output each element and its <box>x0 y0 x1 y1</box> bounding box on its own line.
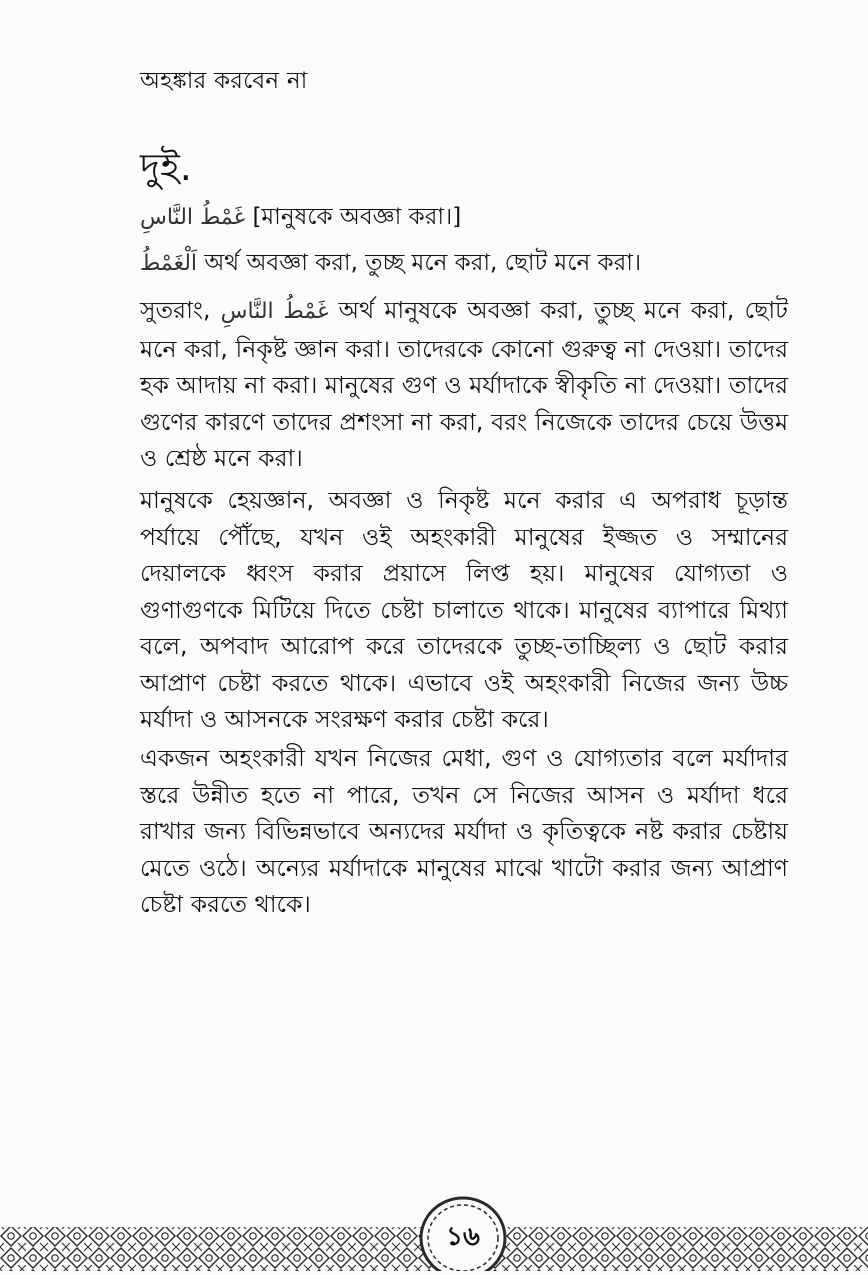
page-number: ১৬ <box>446 1222 480 1252</box>
definition-text: অর্থ অবজ্ঞা করা, তুচ্ছ মনে করা, ছোট মনে করা। <box>204 250 642 276</box>
paragraph-1-arabic: غَمْطُ النَّاسِ <box>220 299 329 324</box>
term-line <box>140 198 461 237</box>
paragraph-1-text: অর্থ মানুষকে অবজ্ঞা করা, তুচ্ছ মনে করা, ছোট মনে করা, নিকৃষ্ট জ্ঞান করা। তাদেরকে কোনো গুরুত্ব না দেওয়া। তাদের হক আদায় না করা। মানুষের গুণ ও মর্যাদাকে স্বীকৃতি না দেওয়া। তাদের গুণের কারণে তাদের প্রশংসা না করা, বরং নিজেকে তাদের চেয়ে উত্তম ও শ্রেষ্ঠ মনে করা। <box>140 296 788 472</box>
paragraph-1-lead: সুতরাং, <box>140 296 211 324</box>
running-header: অহঙ্কার করবেন না <box>140 68 308 94</box>
arabic-term: غَمْطُ النَّاسِ <box>140 205 246 230</box>
paragraph-3: একজন অহংকারী যখন নিজের মেধা, গুণ ও যোগ্যতার বলে মর্যাদার স্তরে উন্নীত হতে না পারে, তখন সে নিজের আসন ও মর্যাদা ধরে রাখার জন্য বিভিন্নভাবে অন্যদের মর্যাদা ও কৃতিত্বকে নষ্ট করার চেষ্টায় মেতে ওঠে। অন্যের মর্যাদাকে মানুষের মাঝে খাটো করার জন্য আপ্রাণ চেষ্টা করতে থাকে। <box>140 744 788 918</box>
arabic-definition-term: اَلْغَمْطُ <box>140 251 198 276</box>
term-meaning: [মানুষকে অবজ্ঞা করা।] <box>252 204 462 230</box>
paragraph-2: মানুষকে হেয়জ্ঞান, অবজ্ঞা ও নিকৃষ্ট মনে করার এ অপরাধ চূড়ান্ত পর্যায়ে পৌঁছে, যখন ওই অহংকারী মানুষের ইজ্জত ও সম্মানের দেয়ালকে ধ্বংস করার প্রয়াসে লিপ্ত হয়। মানুষের যোগ্যতা ও গুণাগুণকে মিটিয়ে দিতে চেষ্টা চালাতে থাকে। মানুষের ব্যাপারে মিথ্যা বলে, অপবাদ আরোপ করে তাদেরকে তুচ্ছ-তাচ্ছিল্য ও ছোট করার আপ্রাণ চেষ্টা করতে থাকে। এভাবে ওই অহংকারী নিজের জন্য উচ্চ মর্যাদা ও আসনকে সংরক্ষণ করার চেষ্টা করে। <box>140 486 788 733</box>
page-number-badge <box>418 1196 508 1271</box>
paragraph-1 <box>140 292 788 477</box>
section-number: দুই. <box>140 145 192 189</box>
definition-line <box>140 244 641 283</box>
